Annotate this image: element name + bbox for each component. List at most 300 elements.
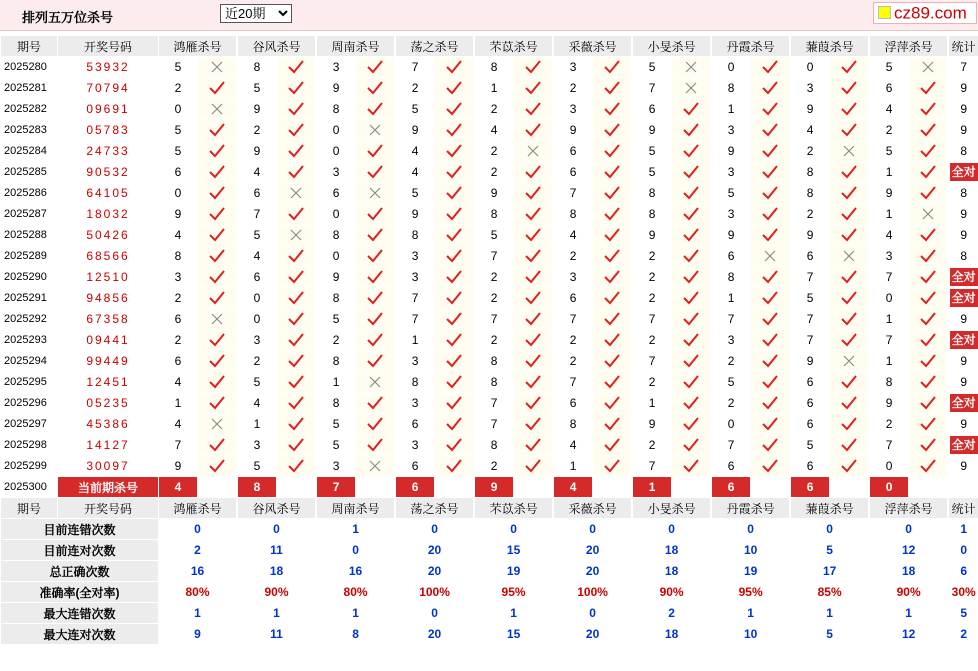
hit-mark-cell (514, 372, 553, 393)
kill-number-cell: 4 (870, 225, 909, 246)
check-icon (524, 353, 542, 369)
stats-value: 5 (791, 624, 869, 645)
hit-mark-cell (909, 414, 948, 435)
current-label: 当前期杀号 (58, 477, 159, 498)
check-icon (208, 437, 226, 453)
kill-number-cell: 5 (317, 435, 356, 456)
hit-mark-cell (435, 330, 474, 351)
table-row (1, 246, 978, 267)
kill-number-cell: 2 (238, 351, 277, 372)
stats-total: 1 (949, 519, 978, 540)
check-icon (445, 311, 463, 327)
stats-value: 11 (238, 540, 316, 561)
stats-value: 2 (633, 603, 711, 624)
kill-number-cell: 3 (396, 246, 435, 267)
check-icon (761, 269, 779, 285)
table-row (1, 57, 978, 78)
kill-number-cell: 2 (633, 435, 672, 456)
check-icon (603, 59, 621, 75)
check-icon (366, 332, 384, 348)
period-cell: 2025293 (1, 330, 58, 351)
check-icon (208, 374, 226, 390)
kill-number-cell: 3 (317, 456, 356, 477)
stats-value: 1 (317, 603, 395, 624)
miss-mark-cell (356, 456, 395, 477)
kill-number-cell: 8 (475, 435, 514, 456)
hit-mark-cell (909, 225, 948, 246)
stats-value: 5 (791, 540, 869, 561)
check-icon (445, 374, 463, 390)
check-icon (366, 290, 384, 306)
hit-mark-cell (672, 225, 711, 246)
table-row (1, 120, 978, 141)
check-icon (840, 374, 858, 390)
hit-mark-cell (356, 414, 395, 435)
check-icon (208, 269, 226, 285)
kill-number-cell: 2 (870, 120, 909, 141)
hit-mark-cell (672, 372, 711, 393)
table-header-row (1, 36, 978, 57)
check-icon (366, 80, 384, 96)
column-header: 浮萍杀号 (870, 498, 948, 519)
check-icon (761, 80, 779, 96)
check-icon (840, 437, 858, 453)
hit-mark-cell (593, 141, 632, 162)
kill-number-cell: 3 (712, 204, 751, 225)
hit-mark-cell (198, 183, 237, 204)
count-value: 9 (960, 207, 967, 221)
stats-value: 12 (870, 540, 948, 561)
brand-logo[interactable] (873, 2, 977, 24)
column-header: 小旻杀号 (633, 36, 711, 57)
column-header: 鸿雁杀号 (159, 36, 237, 57)
period-cell: 2025288 (1, 225, 58, 246)
hit-mark-cell (672, 141, 711, 162)
check-icon (603, 164, 621, 180)
check-icon (603, 353, 621, 369)
miss-mark-cell (198, 414, 237, 435)
hit-mark-cell (435, 309, 474, 330)
brand-site: cz89.com (894, 3, 967, 23)
period-range-select[interactable] (220, 4, 292, 23)
kill-number-cell: 2 (475, 267, 514, 288)
kill-number-cell: 6 (159, 351, 198, 372)
column-header: 统计 (949, 498, 978, 519)
table-row (1, 414, 978, 435)
stats-value: 16 (159, 561, 237, 582)
column-header: 周南杀号 (317, 498, 395, 519)
hit-mark-cell (909, 330, 948, 351)
count-value: 8 (960, 249, 967, 263)
stats-value: 10 (712, 624, 790, 645)
check-icon (366, 437, 384, 453)
kill-number-cell: 9 (317, 78, 356, 99)
kill-number-cell: 5 (159, 120, 198, 141)
hit-mark-cell (830, 393, 869, 414)
stats-total: 30% (949, 582, 978, 603)
hit-mark-cell (277, 204, 316, 225)
hit-mark-cell (909, 183, 948, 204)
miss-mark-cell (198, 99, 237, 120)
period-cell: 2025297 (1, 414, 58, 435)
kill-number-cell: 8 (317, 351, 356, 372)
hit-mark-cell (751, 162, 790, 183)
stats-value: 8 (317, 624, 395, 645)
count-cell (949, 225, 978, 246)
hit-mark-cell (435, 225, 474, 246)
stats-row (1, 519, 978, 540)
hit-mark-cell (593, 120, 632, 141)
hit-mark-cell (593, 288, 632, 309)
kill-number-cell: 3 (791, 78, 830, 99)
stats-value: 85% (791, 582, 869, 603)
stats-value: 1 (159, 603, 237, 624)
draw-number-cell: 99449 (58, 351, 159, 372)
count-cell (949, 435, 978, 456)
hit-mark-cell (435, 162, 474, 183)
cross-icon (840, 353, 858, 369)
hit-mark-cell (830, 309, 869, 330)
check-icon (445, 458, 463, 474)
kill-number-cell: 8 (712, 267, 751, 288)
cross-icon (208, 311, 226, 327)
kill-number-cell: 0 (159, 99, 198, 120)
kill-number-cell: 1 (870, 162, 909, 183)
kill-number-cell: 1 (317, 372, 356, 393)
kill-number-cell: 1 (396, 330, 435, 351)
hit-mark-cell (198, 162, 237, 183)
stats-total: 6 (949, 561, 978, 582)
count-value: 9 (960, 312, 967, 326)
hit-mark-cell (198, 393, 237, 414)
all-correct-badge: 全对 (951, 165, 976, 179)
stats-value: 95% (712, 582, 790, 603)
draw-number-cell: 53932 (58, 57, 159, 78)
stats-row (1, 561, 978, 582)
draw-number-cell: 12510 (58, 267, 159, 288)
check-icon (761, 458, 779, 474)
page-title: 排列五万位杀号 (22, 10, 114, 25)
hit-mark-cell (593, 225, 632, 246)
kill-number-cell: 8 (475, 351, 514, 372)
kill-number-cell: 7 (475, 414, 514, 435)
hit-mark-cell (198, 330, 237, 351)
kill-number-cell: 2 (712, 351, 751, 372)
kill-number-cell: 6 (712, 246, 751, 267)
check-icon (682, 185, 700, 201)
draw-number-cell: 67358 (58, 309, 159, 330)
kill-number-cell: 1 (238, 414, 277, 435)
hit-mark-cell (593, 267, 632, 288)
check-icon (445, 269, 463, 285)
count-value: 7 (960, 60, 967, 74)
hit-mark-cell (514, 204, 553, 225)
count-value: 9 (960, 228, 967, 242)
kill-number-cell: 7 (554, 309, 593, 330)
check-icon (682, 353, 700, 369)
kill-number-cell: 1 (712, 99, 751, 120)
check-icon (840, 395, 858, 411)
kill-number-cell: 0 (317, 204, 356, 225)
table-row (1, 267, 978, 288)
table-row (1, 435, 978, 456)
draw-number-cell: 94856 (58, 288, 159, 309)
hit-mark-cell (356, 162, 395, 183)
kill-number-cell: 7 (633, 456, 672, 477)
hit-mark-cell (593, 78, 632, 99)
kill-number-cell: 8 (238, 57, 277, 78)
hit-mark-cell (435, 204, 474, 225)
hit-mark-cell (593, 204, 632, 225)
period-cell: 2025294 (1, 351, 58, 372)
cross-icon (287, 185, 305, 201)
kill-number-cell: 2 (870, 414, 909, 435)
check-icon (287, 269, 305, 285)
check-icon (208, 122, 226, 138)
check-icon (524, 164, 542, 180)
check-icon (445, 122, 463, 138)
check-icon (682, 290, 700, 306)
hit-mark-cell (514, 99, 553, 120)
check-icon (524, 122, 542, 138)
kill-number-cell: 7 (475, 309, 514, 330)
count-cell (949, 330, 978, 351)
miss-mark-cell (356, 183, 395, 204)
hit-mark-cell (751, 288, 790, 309)
stats-value: 16 (317, 561, 395, 582)
kill-number-cell: 7 (396, 309, 435, 330)
kill-number-cell: 2 (159, 330, 198, 351)
count-cell (949, 57, 978, 78)
kill-number-cell: 5 (396, 99, 435, 120)
hit-mark-cell (751, 183, 790, 204)
kill-number-cell: 9 (791, 99, 830, 120)
stats-value: 11 (238, 624, 316, 645)
stats-value: 19 (475, 561, 553, 582)
kill-number-cell: 2 (554, 246, 593, 267)
stats-value: 0 (475, 519, 553, 540)
column-header: 开奖号码 (58, 498, 159, 519)
hit-mark-cell (751, 372, 790, 393)
count-cell (949, 99, 978, 120)
check-icon (761, 164, 779, 180)
hit-mark-cell (198, 351, 237, 372)
stats-value: 0 (633, 519, 711, 540)
cross-icon (208, 59, 226, 75)
kill-number-cell: 7 (633, 78, 672, 99)
kill-number-cell: 5 (791, 435, 830, 456)
check-icon (682, 206, 700, 222)
check-icon (919, 143, 937, 159)
table-row (1, 78, 978, 99)
cross-icon (366, 458, 384, 474)
stats-value: 20 (554, 540, 632, 561)
check-icon (919, 290, 937, 306)
stats-label: 最大连对次数 (1, 624, 159, 645)
miss-mark-cell (830, 141, 869, 162)
check-icon (840, 311, 858, 327)
hit-mark-cell (672, 120, 711, 141)
column-header: 谷风杀号 (238, 498, 316, 519)
kill-number-cell: 5 (633, 162, 672, 183)
hit-mark-cell (672, 414, 711, 435)
check-icon (445, 80, 463, 96)
period-cell: 2025285 (1, 162, 58, 183)
kill-number-cell: 4 (238, 162, 277, 183)
stats-value: 20 (554, 561, 632, 582)
hit-mark-cell (356, 435, 395, 456)
hit-mark-cell (830, 162, 869, 183)
hit-mark-cell (751, 57, 790, 78)
check-icon (445, 395, 463, 411)
kill-number-cell: 0 (712, 414, 751, 435)
check-icon (524, 248, 542, 264)
kill-number-cell: 0 (712, 57, 751, 78)
table-row (1, 141, 978, 162)
kill-number-cell: 8 (396, 225, 435, 246)
hit-mark-cell (277, 246, 316, 267)
check-icon (919, 80, 937, 96)
draw-number-cell: 68566 (58, 246, 159, 267)
current-blank-cell (435, 477, 474, 498)
hit-mark-cell (751, 351, 790, 372)
hit-mark-cell (593, 162, 632, 183)
column-header: 小旻杀号 (633, 498, 711, 519)
hit-mark-cell (514, 309, 553, 330)
hit-mark-cell (356, 204, 395, 225)
hit-mark-cell (751, 99, 790, 120)
kill-number-cell: 1 (475, 78, 514, 99)
check-icon (445, 353, 463, 369)
kill-number-cell: 8 (317, 288, 356, 309)
check-icon (287, 353, 305, 369)
check-icon (366, 59, 384, 75)
kill-number-cell: 3 (317, 57, 356, 78)
check-icon (682, 164, 700, 180)
kill-number-cell: 6 (791, 456, 830, 477)
period-cell: 2025290 (1, 267, 58, 288)
hit-mark-cell (435, 78, 474, 99)
hit-mark-cell (909, 372, 948, 393)
kill-number-cell: 2 (791, 141, 830, 162)
check-icon (524, 290, 542, 306)
check-icon (524, 437, 542, 453)
hit-mark-cell (514, 267, 553, 288)
hit-mark-cell (435, 456, 474, 477)
hit-mark-cell (593, 435, 632, 456)
kill-number-cell: 6 (791, 246, 830, 267)
hit-mark-cell (356, 225, 395, 246)
miss-mark-cell (830, 246, 869, 267)
hit-mark-cell (514, 183, 553, 204)
hit-mark-cell (277, 372, 316, 393)
count-value: 9 (960, 459, 967, 473)
kill-number-cell: 3 (554, 267, 593, 288)
check-icon (761, 101, 779, 117)
kill-number-cell: 2 (791, 204, 830, 225)
stats-label: 总正确次数 (1, 561, 159, 582)
current-blank-cell (909, 477, 948, 498)
hit-mark-cell (514, 57, 553, 78)
hit-mark-cell (435, 183, 474, 204)
hit-mark-cell (672, 183, 711, 204)
check-icon (603, 101, 621, 117)
hit-mark-cell (277, 120, 316, 141)
kill-number-cell: 9 (712, 141, 751, 162)
column-header: 蒹葭杀号 (791, 36, 869, 57)
hit-mark-cell (751, 330, 790, 351)
hit-mark-cell (356, 309, 395, 330)
hit-mark-cell (277, 330, 316, 351)
hit-mark-cell (751, 393, 790, 414)
hit-mark-cell (356, 78, 395, 99)
hit-mark-cell (909, 120, 948, 141)
check-icon (445, 59, 463, 75)
period-cell: 2025289 (1, 246, 58, 267)
check-icon (761, 311, 779, 327)
hit-mark-cell (830, 225, 869, 246)
kill-number-cell: 7 (870, 267, 909, 288)
period-cell: 2025292 (1, 309, 58, 330)
check-icon (445, 164, 463, 180)
count-cell (949, 267, 978, 288)
hit-mark-cell (198, 78, 237, 99)
kill-number-cell: 8 (633, 183, 672, 204)
kill-number-cell: 2 (396, 78, 435, 99)
hit-mark-cell (435, 141, 474, 162)
hit-mark-cell (909, 141, 948, 162)
kill-number-cell: 8 (554, 414, 593, 435)
hit-mark-cell (435, 267, 474, 288)
kill-number-cell: 6 (317, 183, 356, 204)
check-icon (208, 248, 226, 264)
miss-mark-cell (198, 57, 237, 78)
hit-mark-cell (277, 99, 316, 120)
kill-number-cell: 8 (554, 204, 593, 225)
miss-mark-cell (277, 183, 316, 204)
current-blank-cell (514, 477, 553, 498)
kill-number-cell: 5 (159, 57, 198, 78)
kill-number-cell: 2 (712, 393, 751, 414)
kill-number-cell: 5 (238, 225, 277, 246)
kill-number-cell: 7 (870, 330, 909, 351)
hit-mark-cell (277, 162, 316, 183)
check-icon (682, 101, 700, 117)
check-icon (287, 206, 305, 222)
kill-number-cell: 2 (475, 330, 514, 351)
current-blank-cell (751, 477, 790, 498)
stats-value: 1 (791, 603, 869, 624)
kill-number-cell: 6 (554, 288, 593, 309)
hit-mark-cell (514, 120, 553, 141)
stats-value: 90% (633, 582, 711, 603)
check-icon (366, 353, 384, 369)
check-icon (840, 416, 858, 432)
kill-number-cell: 6 (791, 393, 830, 414)
column-header: 丹霞杀号 (712, 36, 790, 57)
kill-number-cell: 7 (791, 330, 830, 351)
hit-mark-cell (830, 414, 869, 435)
check-icon (919, 353, 937, 369)
kill-number-cell: 2 (159, 78, 198, 99)
stats-value: 1 (317, 519, 395, 540)
check-icon (919, 416, 937, 432)
kill-number-cell: 1 (159, 393, 198, 414)
kill-number-cell: 2 (475, 456, 514, 477)
table-row (1, 351, 978, 372)
hit-mark-cell (830, 288, 869, 309)
kill-number-cell: 5 (712, 372, 751, 393)
